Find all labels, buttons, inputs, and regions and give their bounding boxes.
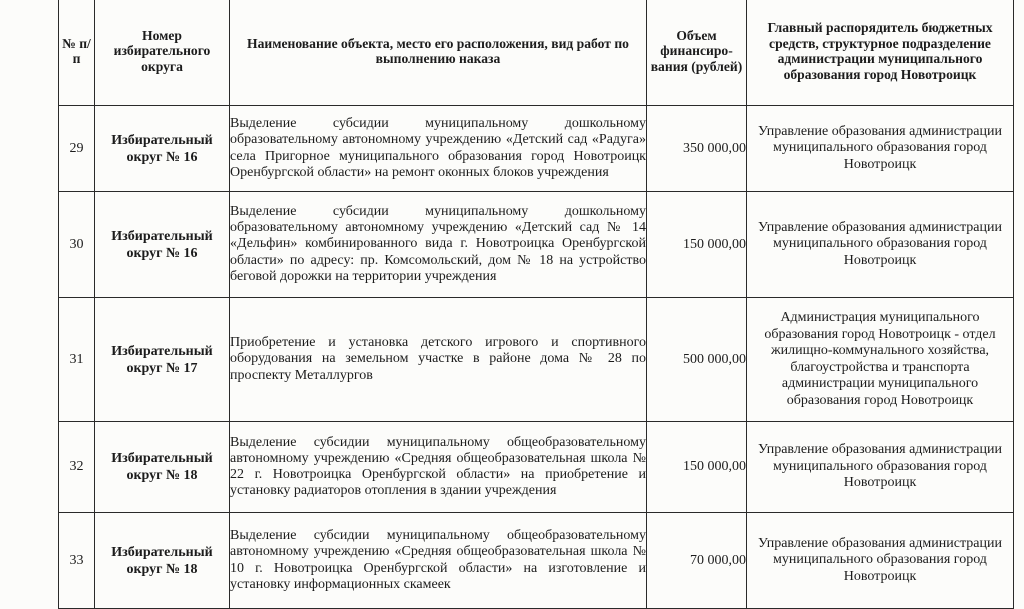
row-district: Избирательный округ № 18 [95,513,230,609]
table-row [59,298,1014,422]
table-header-row [59,0,1014,106]
header-num: № п/п [59,0,95,106]
row-district: Избирательный округ № 17 [95,298,230,422]
row-district: Избирательный округ № 18 [95,422,230,513]
header-amount: Объем финансиро-вания (рублей) [647,0,747,106]
row-object-name: Выделение субсидии муниципальному общеобразовательному автономному учреждению «Средняя общеобразовательная школа № 22 г. Новотроицка Оренбургской области» на приобретение и установку радиаторов отопления в здании учреждения [230,422,647,513]
row-amount: 150 000,00 [647,422,747,513]
row-district: Избирательный округ № 16 [95,106,230,192]
row-amount: 70 000,00 [647,513,747,609]
row-district: Избирательный округ № 16 [95,192,230,298]
row-admin: Управление образования администрации муниципального образования город Новотроицк [747,513,1014,609]
row-object-name: Выделение субсидии муниципальному общеобразовательному автономному учреждению «Средняя общеобразовательная школа № 10 г. Новотроицка Оренбургской области» на изготовление и установку информационных скамеек [230,513,647,609]
row-admin: Администрация муниципального образования город Новотроицк - отдел жилищно-коммунального хозяйства, благоустройства и транспорта администрации муниципального образования город Новотроицк [747,298,1014,422]
row-num: 29 [59,106,95,192]
table-row [59,106,1014,192]
row-num: 32 [59,422,95,513]
row-amount: 500 000,00 [647,298,747,422]
row-admin: Управление образования администрации муниципального образования город Новотроицк [747,192,1014,298]
row-amount: 150 000,00 [647,192,747,298]
row-object-name: Выделение субсидии муниципальному дошкольному образовательному автономному учреждению «Детский сад № 14 «Дельфин» комбинированного вида г. Новотроицка Оренбургской области» по адресу: пр. Комсомольский, дом № 18 на устройство беговой дорожки на территории учреждения [230,192,647,298]
table-row [59,422,1014,513]
row-object-name: Приобретение и установка детского игрового и спортивного оборудования на земельном участке в районе дома № 28 по проспекту Металлургов [230,298,647,422]
header-name: Наименование объекта, место его расположения, вид работ по выполнению наказа [230,0,647,106]
row-amount: 350 000,00 [647,106,747,192]
row-num: 30 [59,192,95,298]
row-num: 31 [59,298,95,422]
row-admin: Управление образования администрации муниципального образования город Новотроицк [747,422,1014,513]
table-row [59,192,1014,298]
orders-table [58,0,1014,609]
row-num: 33 [59,513,95,609]
table-row [59,513,1014,609]
header-district: Номер избирательного округа [95,0,230,106]
row-admin: Управление образования администрации муниципального образования город Новотроицк [747,106,1014,192]
header-admin: Главный распорядитель бюджетных средств, структурное подразделение администрации муниципального образования город Новотроицк [747,0,1014,106]
row-object-name: Выделение субсидии муниципальному дошкольному образовательному автономному учреждению «Детский сад «Радуга» села Пригорное муниципального образования город Новотроицк Оренбургской области» на ремонт оконных блоков учреждения [230,106,647,192]
